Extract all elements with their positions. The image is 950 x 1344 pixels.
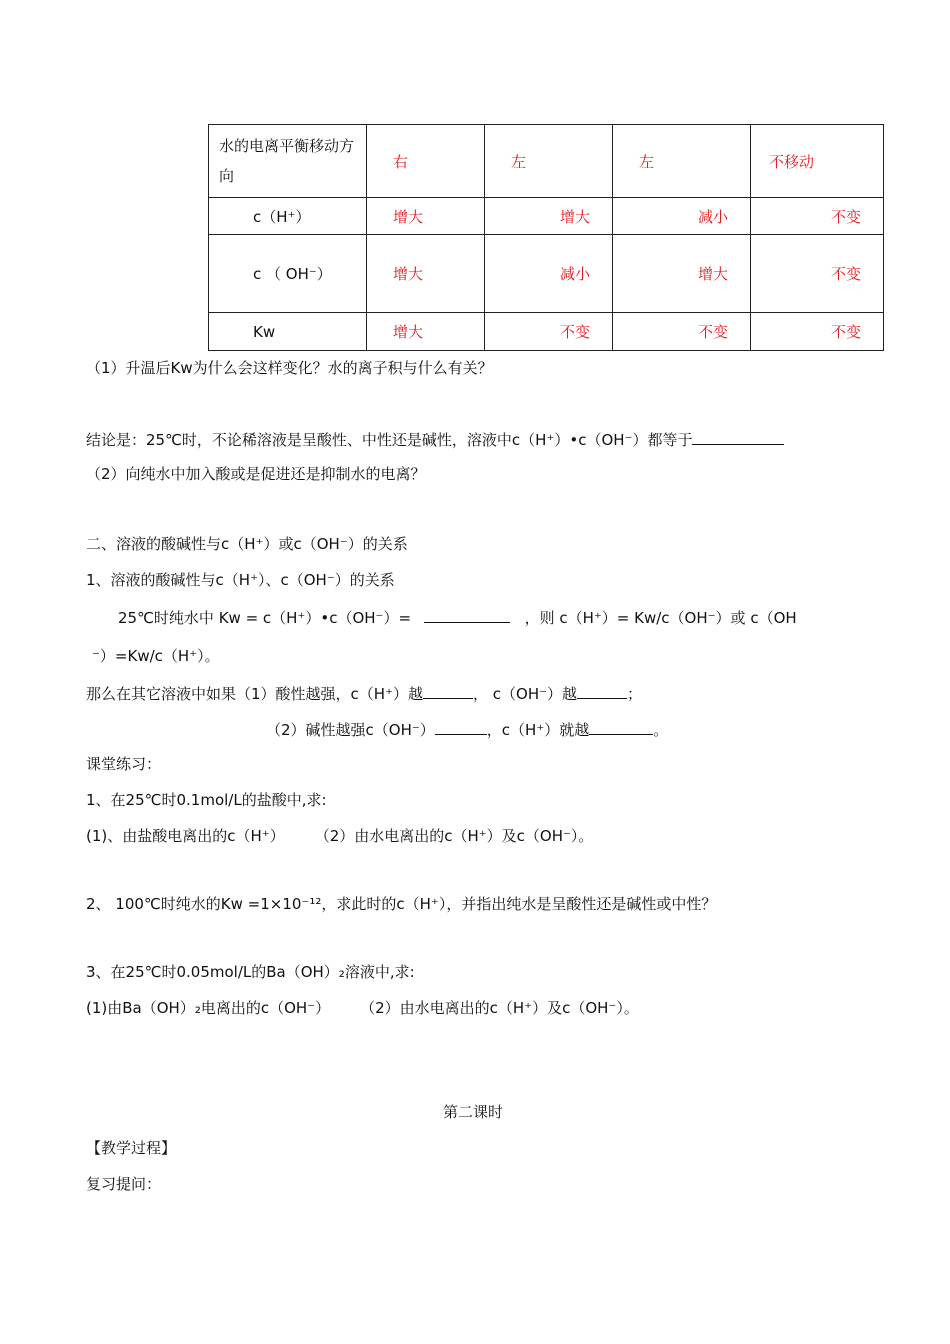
table-row <box>209 235 884 313</box>
kw-line <box>118 606 797 628</box>
table-cell: 不变 <box>613 313 751 351</box>
table-row <box>209 313 884 351</box>
answer-blank[interactable] <box>423 682 473 699</box>
answer-blank[interactable] <box>435 718 487 735</box>
table-cell: 增大 <box>367 198 485 235</box>
answer-blank[interactable] <box>692 428 784 445</box>
lesson-2-title: 第二课时 <box>443 1103 504 1121</box>
table-cell: 不变 <box>751 235 884 313</box>
table-cell: 不移动 <box>751 125 884 198</box>
practice-title: 课堂练习： <box>86 755 162 773</box>
row-label: c（H⁺） <box>209 198 367 235</box>
exercise-3-parts: (1)由Ba（OH）₂电离出的c（OH⁻） （2）由水电离出的c（H⁺）及c（OH⁻）。 <box>86 999 639 1017</box>
answer-blank[interactable] <box>589 718 653 735</box>
row-label: 水的电离平衡移动方向 <box>209 125 367 198</box>
table-row <box>209 125 884 198</box>
conclusion-text: 结论是：25℃时，不论稀溶液是呈酸性、中性还是碱性，溶液中c（H⁺）•c（OH⁻）都等于 <box>86 431 693 449</box>
other-text-a: 那么在其它溶液中如果（1）酸性越强，c（H⁺）越 <box>86 685 423 703</box>
kw-text-b: ，则 c（H⁺）= Kw/c（OH⁻）或 c（OH <box>524 609 797 627</box>
exercise-3: 3、在25℃时0.05mol/L的Ba（OH）₂溶液中,求: <box>86 963 415 981</box>
other-text-c: ； <box>627 685 643 703</box>
other-text-b: ， c（OH⁻）越 <box>473 685 578 703</box>
answer-blank[interactable] <box>577 682 627 699</box>
table-cell: 不变 <box>751 198 884 235</box>
other-solution-line-1 <box>86 682 642 704</box>
exercise-1: 1、在25℃时0.1mol/L的盐酸中,求: <box>86 791 327 809</box>
row-label: Kw <box>209 313 367 351</box>
other-text-b: ，c（H⁺）就越 <box>486 721 590 739</box>
table-cell: 左 <box>613 125 751 198</box>
teaching-process-heading: 【教学过程】 <box>86 1139 177 1157</box>
answer-blank[interactable] <box>424 606 510 623</box>
other-text-c: 。 <box>653 721 669 739</box>
other-solution-line-2 <box>266 718 668 740</box>
section-2-subtitle: 1、溶液的酸碱性与c（H⁺）、c（OH⁻）的关系 <box>86 571 395 589</box>
table-cell: 增大 <box>485 198 613 235</box>
table-cell: 增大 <box>367 313 485 351</box>
table-cell: 不变 <box>485 313 613 351</box>
table-cell: 增大 <box>367 235 485 313</box>
exercise-1-parts: (1)、由盐酸电离出的c（H⁺） （2）由水电离出的c（H⁺）及c（OH⁻）。 <box>86 827 594 845</box>
review-heading: 复习提问： <box>86 1175 162 1193</box>
section-2-title: 二、溶液的酸碱性与c（H⁺）或c（OH⁻）的关系 <box>86 535 408 553</box>
equilibrium-table <box>208 124 884 351</box>
table-cell: 右 <box>367 125 485 198</box>
table-row <box>209 198 884 235</box>
kw-line-continued: ⁻）=Kw/c（H⁺）。 <box>92 647 220 665</box>
other-text-a: （2）碱性越强c（OH⁻） <box>266 721 435 739</box>
table-cell: 增大 <box>613 235 751 313</box>
question-1: （1）升温后Kw为什么会这样变化？水的离子积与什么有关？ <box>86 359 493 377</box>
kw-text-a: 25℃时纯水中 Kw = c（H⁺）•c（OH⁻）= <box>118 609 412 627</box>
table-cell: 减小 <box>613 198 751 235</box>
table-cell: 不变 <box>751 313 884 351</box>
conclusion-line <box>86 428 784 450</box>
table-cell: 减小 <box>485 235 613 313</box>
row-label: c （ OH⁻） <box>209 235 367 313</box>
question-2: （2）向纯水中加入酸或是促进还是抑制水的电离？ <box>86 465 426 483</box>
exercise-2: 2、 100℃时纯水的Kw =1×10⁻¹²，求此时的c（H⁺），并指出纯水是呈酸性还是碱性或中性？ <box>86 895 717 913</box>
table-cell: 左 <box>485 125 613 198</box>
